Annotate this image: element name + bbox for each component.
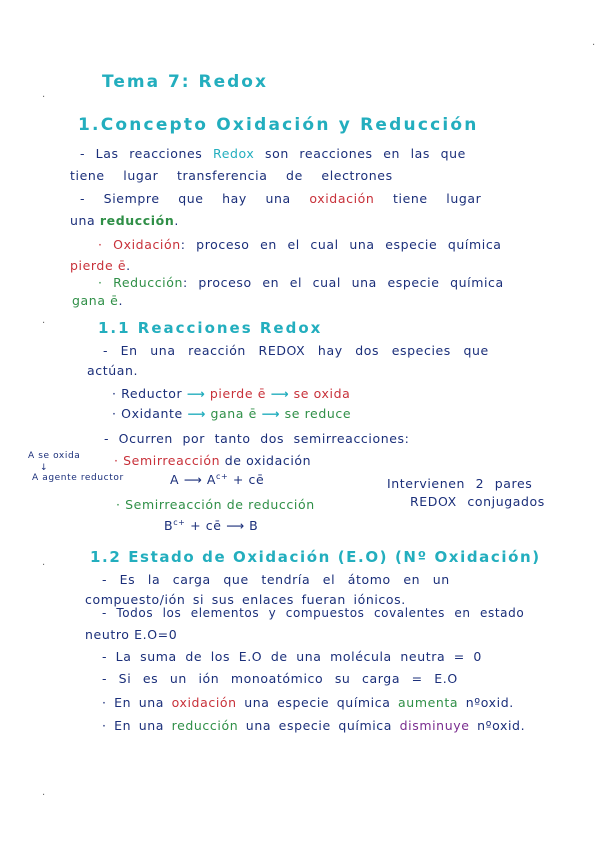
eq1-lhs: A [170, 472, 180, 488]
s1-red-bullet: · [98, 275, 114, 290]
s12-l7-a: · En una [102, 695, 172, 710]
s11-oxidante-label: · Oxidante [112, 406, 183, 421]
s11-oxidante-action: gana ē [210, 406, 257, 421]
s12-l3: - Todos los elementos y compuestos covalentes en estado [102, 606, 525, 620]
scan-mark: · [42, 560, 46, 571]
s12-l7-e: nºoxid. [458, 695, 514, 710]
s12-l4: neutro E.O=0 [85, 627, 178, 642]
section12-heading: 1.2 Estado de Oxidación (E.O) (Nº Oxidación) [90, 548, 541, 566]
s12-l7-aumenta: aumenta [398, 695, 459, 710]
s12-l8 [102, 718, 525, 733]
s1-line1-a: - Las reacciones [80, 146, 213, 161]
arrow-right-icon: ⟶ [226, 518, 245, 534]
scan-mark: · [42, 318, 46, 329]
arrow-right-icon: ⟶ [261, 406, 281, 421]
s12-l2: compuesto/ión si sus enlaces fueran iónicos. [85, 592, 406, 607]
eq1 [170, 472, 264, 487]
s12-l7 [102, 695, 514, 710]
arrow-right-icon: ⟶ [187, 406, 206, 421]
arrow-right-icon: ⟶ [186, 386, 206, 401]
s1-line4-a: una [70, 213, 100, 228]
s11-reductor-result: se oxida [293, 386, 351, 401]
s11-semi-ox-label: de oxidación [220, 453, 312, 468]
arrow-down-icon: ↓ [40, 463, 49, 473]
s11-semi-ox [114, 453, 311, 468]
s1-line3-oxidacion: oxidación [309, 191, 375, 206]
s1-line4-reduccion: reducción [99, 213, 175, 228]
s1-ox-term: Oxidación [113, 237, 181, 252]
margin-note-agente-reductor: A agente reductor [32, 473, 124, 483]
arrow-right-icon: ⟶ [183, 472, 203, 488]
side-note-1: Intervienen 2 pares [387, 476, 533, 491]
s11-ocurren: - Ocurren por tanto dos semirreacciones: [104, 431, 410, 446]
s11-reductor-row [112, 386, 350, 401]
scan-mark: · [592, 40, 596, 51]
s1-line1 [80, 146, 466, 161]
eq1-rhs: A [206, 472, 216, 488]
page-title: Tema 7: Redox [102, 72, 268, 92]
s12-l8-e: nºoxid. [469, 718, 526, 733]
s11-semi-red [116, 497, 315, 512]
s1-ox-e: ē [117, 258, 127, 273]
scan-mark: · [42, 790, 46, 801]
s11-oxidante-result: se reduce [284, 406, 352, 421]
s12-l5: - La suma de los E.O de una molécula neutra = 0 [102, 649, 482, 664]
side-note-2: REDOX conjugados [410, 494, 545, 509]
section1-heading-text: Concepto Oxidación y Reducción [100, 115, 479, 135]
margin-note-se-oxida: A se oxida [28, 451, 81, 461]
s1-oxidacion-def [98, 237, 502, 252]
s1-reduccion-def [98, 275, 504, 290]
s11-line1: - En una reacción REDOX hay dos especies que [103, 343, 489, 358]
s11-line2: actúan. [87, 363, 139, 378]
s11-oxidante-row [112, 406, 351, 421]
s1-red-gana: gana [72, 293, 111, 308]
s12-l6: - Si es un ión monoatómico su carga = E.O [102, 671, 458, 686]
s1-line1-c: son reacciones en las que [254, 146, 466, 161]
s12-l8-reduccion: reducción [171, 718, 239, 733]
s1-ox-def: : proceso en el cual una especie química [180, 237, 502, 252]
s1-line1-redox: Redox [212, 146, 255, 161]
section1-heading [78, 115, 479, 135]
s11-semi-red-label: · Semirreacción de reducción [116, 497, 315, 512]
s1-reduccion-def2 [72, 293, 123, 308]
s12-l1: - Es la carga que tendría el átomo en un [102, 572, 450, 587]
s1-ox-dot: . [126, 258, 131, 273]
eq2-lhs: B [164, 518, 174, 534]
s1-ox-bullet: · [98, 237, 114, 252]
s1-oxidacion-def2 [70, 258, 131, 273]
s1-line3 [80, 191, 481, 206]
s12-l8-disminuye: disminuye [399, 718, 470, 733]
s1-red-e: ē [110, 293, 119, 308]
eq2-rhs: B [249, 518, 259, 534]
s1-red-dot: . [118, 293, 124, 308]
s1-red-term: Reducción [113, 275, 184, 290]
eq2-sup: c+ [173, 518, 186, 527]
s12-l7-c: una especie química [236, 695, 399, 710]
section1-heading-number: 1. [78, 115, 101, 135]
s1-line4-c: . [174, 213, 179, 228]
s11-reductor-label: · Reductor [112, 386, 183, 401]
s12-l8-c: una especie química [238, 718, 400, 733]
s1-ox-pierde: pierde [70, 258, 118, 273]
eq1-tail: + cē [228, 472, 265, 488]
s1-line4 [70, 213, 179, 228]
s11-semi-ox-bullet: · Semirreacción [114, 453, 221, 468]
s11-reductor-action: pierde ē [209, 386, 266, 401]
s1-line3-c: tiene lugar [374, 191, 482, 206]
s1-line2: tiene lugar transferencia de electrones [70, 168, 393, 183]
scan-mark: · [42, 92, 46, 103]
eq2-mid: + cē [185, 518, 222, 534]
s1-line3-a: - Siempre que hay una [80, 191, 310, 206]
eq2 [164, 518, 258, 533]
s12-l7-oxidacion: oxidación [171, 695, 237, 710]
section11-heading: 1.1 Reacciones Redox [98, 319, 323, 337]
s1-red-def: : proceso en el cual una especie química [183, 275, 504, 290]
arrow-right-icon: ⟶ [270, 386, 290, 401]
eq1-sup: c+ [216, 472, 229, 481]
s12-l8-a: · En una [102, 718, 172, 733]
